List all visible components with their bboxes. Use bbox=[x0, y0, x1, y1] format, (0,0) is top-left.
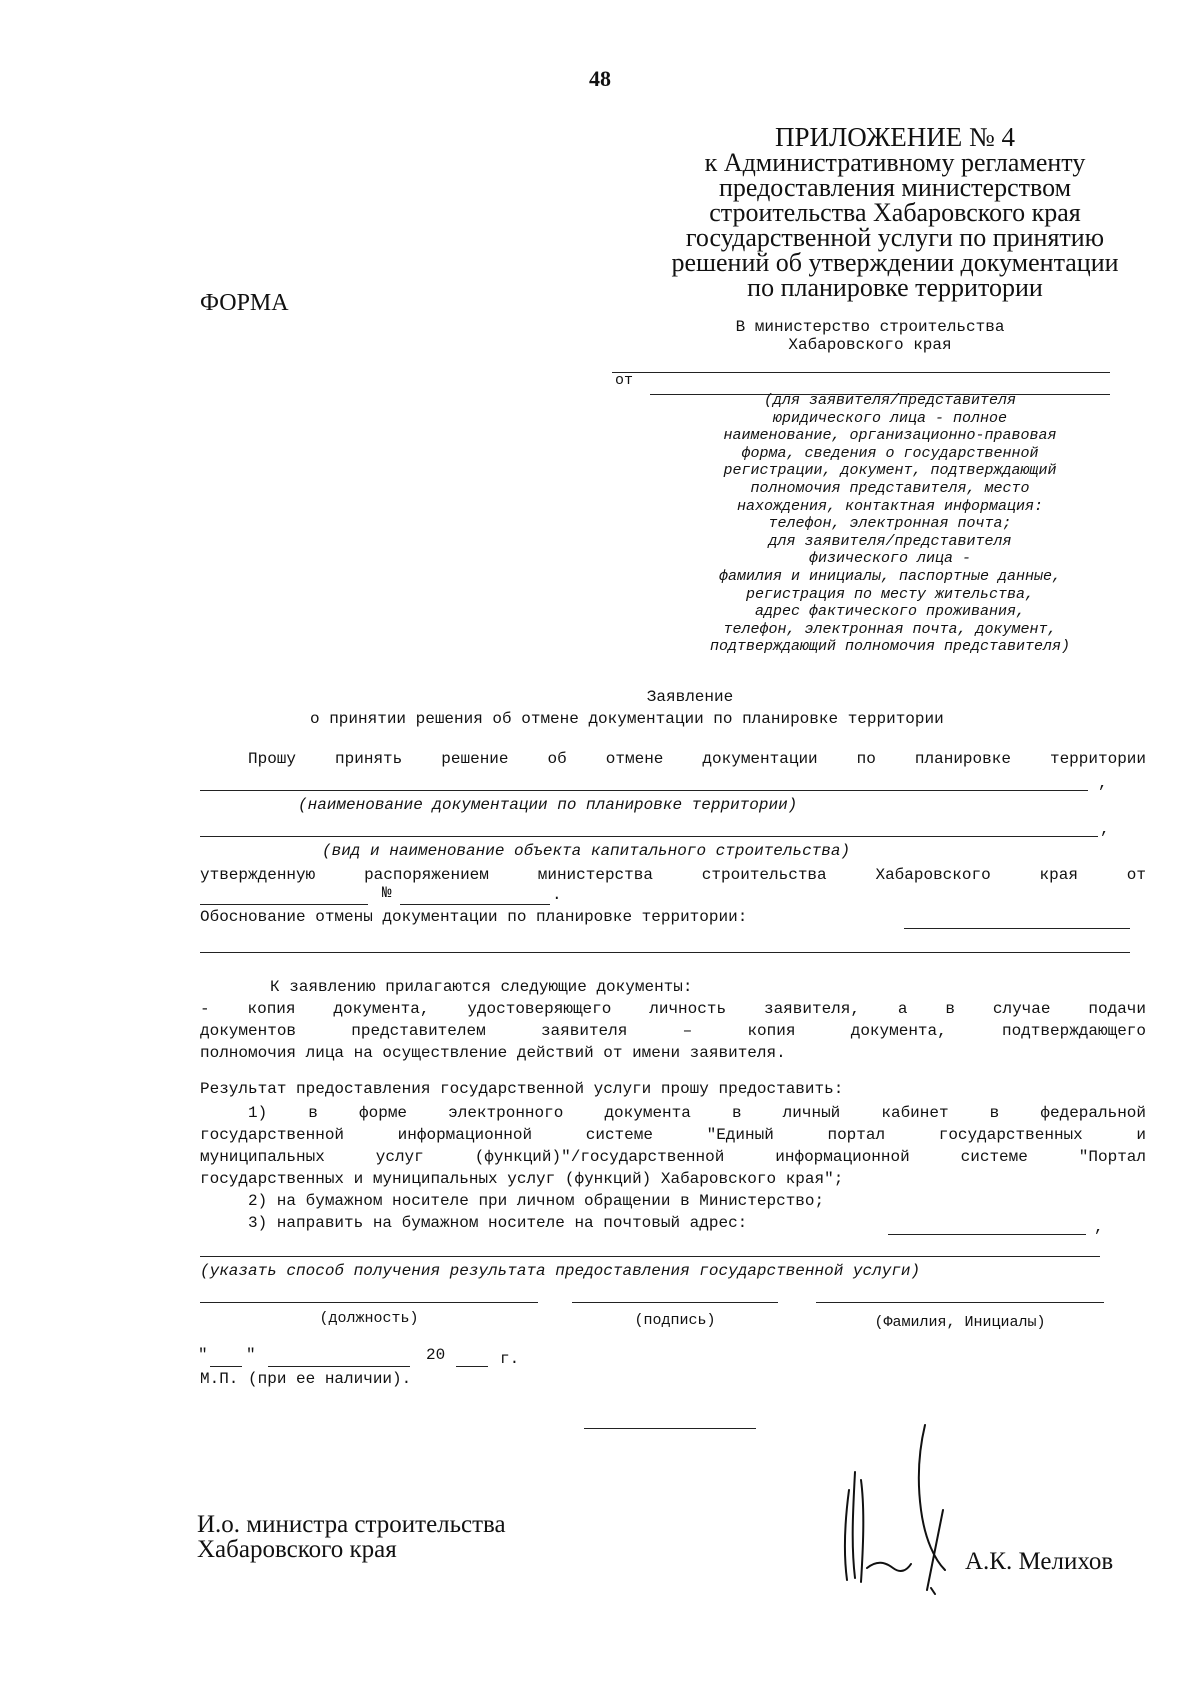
appendix-line: решений об утверждении документации bbox=[671, 248, 1119, 277]
date-quote-close: " bbox=[246, 1346, 256, 1364]
doc-name-field[interactable] bbox=[200, 790, 1088, 791]
result-option-1: 1) в форме электронного документа в личный кабинет в федеральной bbox=[248, 1104, 1146, 1122]
hint-line: наименование, организационно-правовая bbox=[723, 427, 1057, 445]
hint-line: форма, сведения о государственной bbox=[741, 444, 1039, 462]
signer-title-line: И.о. министра строительства bbox=[197, 1511, 506, 1538]
page-number: 48 bbox=[589, 66, 611, 91]
hint-line: подтверждающий полномочия представителя) bbox=[709, 638, 1071, 656]
position-field[interactable] bbox=[200, 1302, 538, 1303]
result-intro: Результат предоставления государственной услуги прошу предоставить: bbox=[200, 1080, 844, 1098]
date-quote-open: " bbox=[198, 1346, 208, 1364]
addressee bbox=[650, 318, 1090, 354]
year-field[interactable] bbox=[456, 1366, 488, 1367]
postal-address-field[interactable] bbox=[888, 1234, 1086, 1235]
number-sign: № bbox=[382, 884, 392, 902]
signer-title bbox=[197, 1512, 506, 1562]
request-line: Прошу принять решение об отмене документации по планировке территории bbox=[248, 750, 1146, 768]
justification-field[interactable] bbox=[904, 928, 1130, 929]
name-label: (Фамилия, Инициалы) bbox=[874, 1314, 1046, 1331]
addressee-line: В министерство строительства bbox=[735, 318, 1005, 336]
hint-line: для заявителя/представителя bbox=[768, 532, 1012, 550]
addressee-line: Хабаровского края bbox=[788, 336, 952, 354]
year-prefix: 20 bbox=[426, 1346, 446, 1364]
appendix-line: к Административному регламенту bbox=[704, 148, 1086, 177]
justification-field-2[interactable] bbox=[200, 952, 1130, 953]
result-option-1-line: муниципальных услуг (функций)"/государственной информационной системе "Портал bbox=[200, 1148, 1146, 1166]
result-option-2: 2) на бумажном носителе при личном обращении в Министерство; bbox=[248, 1192, 825, 1210]
hint-line: физического лица - bbox=[808, 550, 972, 568]
comma: , bbox=[1098, 774, 1108, 792]
signature-field[interactable] bbox=[572, 1302, 778, 1303]
method-field[interactable] bbox=[200, 1256, 1100, 1257]
signature-label: (подпись) bbox=[634, 1312, 716, 1329]
statement-subtitle: о принятии решения об отмене документации по планировке территории bbox=[310, 710, 944, 728]
appendix-line: предоставления министерством bbox=[718, 173, 1072, 202]
signer-name: А.К. Мелихов bbox=[965, 1548, 1114, 1575]
separator bbox=[584, 1428, 756, 1429]
doc-name-hint: (наименование документации по планировке территории) bbox=[298, 796, 798, 814]
appendix-header bbox=[640, 122, 1150, 302]
from-label: от bbox=[615, 372, 634, 389]
appendix-line: по планировке территории bbox=[747, 273, 1043, 302]
month-field[interactable] bbox=[268, 1366, 410, 1367]
result-option-1-line: государственной информационной системе "Единый портал государственных и bbox=[200, 1126, 1146, 1144]
hint-line: (для заявителя/представителя bbox=[763, 392, 1017, 409]
hint-line: телефон, электронная почта; bbox=[768, 515, 1012, 533]
comma: , bbox=[1100, 820, 1110, 838]
approved-line: утвержденную распоряжением министерства строительства Хабаровского края от bbox=[200, 866, 1146, 884]
hint-line: нахождения, контактная информация: bbox=[736, 497, 1044, 515]
position-label: (должность) bbox=[319, 1310, 419, 1327]
attachments-intro: К заявлению прилагаются следующие документы: bbox=[270, 978, 693, 996]
handwritten-signature bbox=[835, 1410, 965, 1595]
statement-title: Заявление bbox=[646, 688, 734, 706]
hint-line: юридического лица - полное bbox=[772, 409, 1008, 427]
name-field[interactable] bbox=[816, 1302, 1104, 1303]
date-field[interactable] bbox=[200, 904, 368, 905]
number-field[interactable] bbox=[400, 904, 550, 905]
period: . bbox=[552, 886, 562, 904]
result-option-1-line: государственных и муниципальных услуг (функций) Хабаровского края"; bbox=[200, 1170, 844, 1188]
form-label: ФОРМА bbox=[200, 290, 289, 316]
object-field[interactable] bbox=[200, 836, 1098, 837]
hint-line: регистрации, документ, подтверждающий bbox=[723, 462, 1057, 480]
attachment-line: - копия документа, удостоверяющего личность заявителя, а в случае подачи bbox=[200, 1000, 1146, 1018]
year-suffix: г. bbox=[500, 1350, 520, 1368]
justification-label: Обоснование отмены документации по планировке территории: bbox=[200, 908, 748, 926]
hint-line: полномочия представителя, место bbox=[750, 479, 1030, 497]
hint-line: регистрация по месту жительства, bbox=[745, 585, 1035, 603]
hint-line: фамилия и инициалы, паспортные данные, bbox=[718, 567, 1062, 585]
method-hint: (указать способ получения результата предоставления государственной услуги) bbox=[200, 1262, 921, 1280]
object-hint: (вид и наименование объекта капитального строительства) bbox=[322, 842, 851, 860]
appendix-line: строительства Хабаровского края bbox=[709, 198, 1081, 227]
seal-note: М.П. (при ее наличии). bbox=[200, 1370, 412, 1388]
signer-title-line: Хабаровского края bbox=[197, 1536, 397, 1563]
from-underline bbox=[612, 372, 1110, 373]
comma: , bbox=[1094, 1218, 1104, 1236]
attachment-line: документов представителем заявителя – копия документа, подтверждающего bbox=[200, 1022, 1146, 1040]
hint-line: телефон, электронная почта, документ, bbox=[723, 620, 1057, 638]
applicant-hint bbox=[630, 392, 1150, 656]
result-option-3: 3) направить на бумажном носителе на почтовый адрес: bbox=[248, 1214, 748, 1232]
hint-line: адрес фактического проживания, bbox=[754, 603, 1026, 621]
appendix-title: ПРИЛОЖЕНИЕ № 4 bbox=[774, 122, 1016, 152]
attachment-line: полномочия лица на осуществление действий от имени заявителя. bbox=[200, 1044, 786, 1062]
appendix-line: государственной услуги по принятию bbox=[685, 223, 1105, 252]
day-field[interactable] bbox=[210, 1366, 242, 1367]
